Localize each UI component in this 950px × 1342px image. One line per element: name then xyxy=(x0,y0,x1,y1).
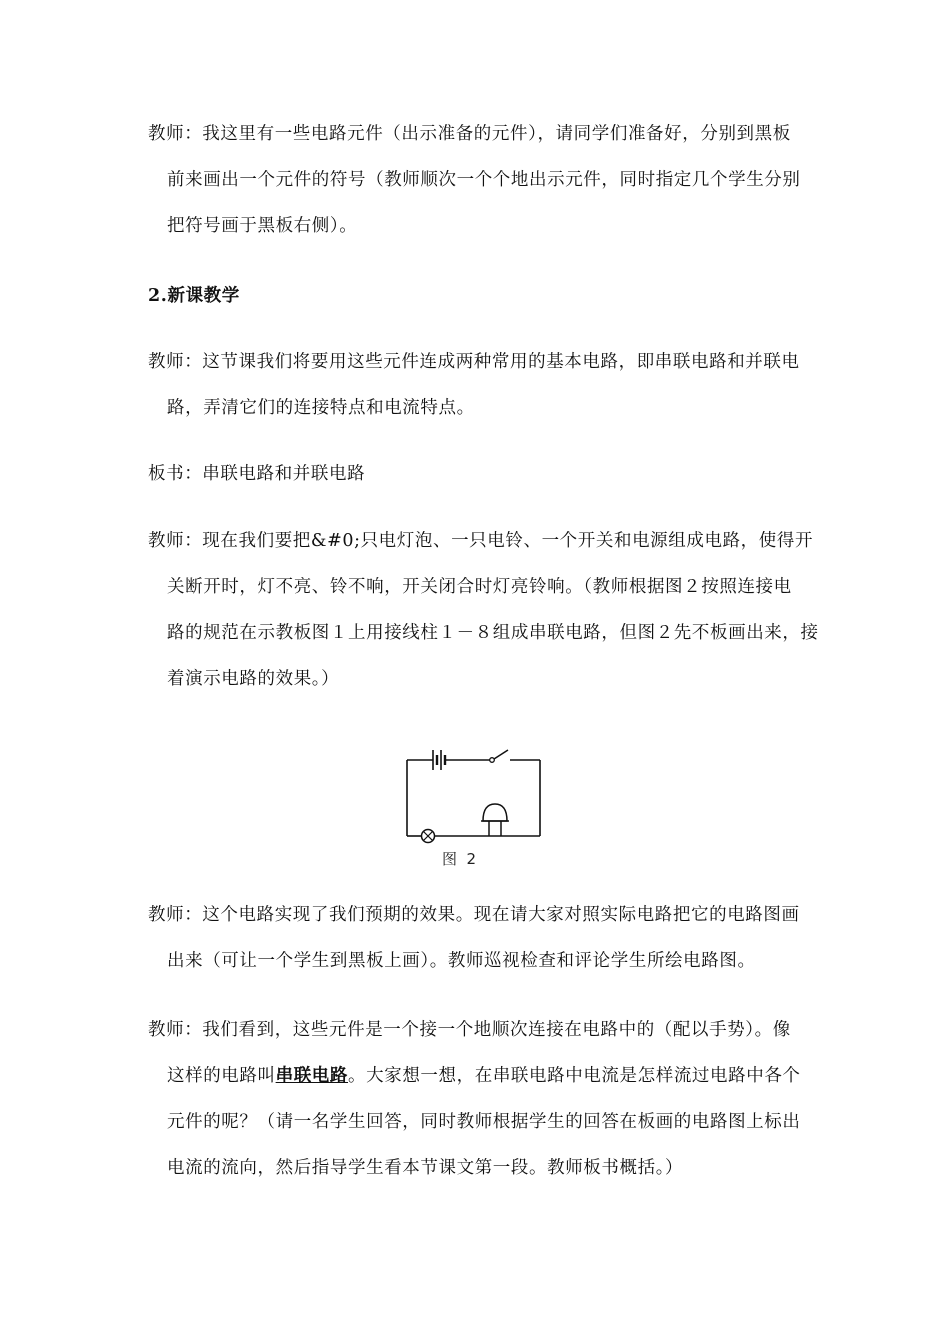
text-line: 着演示电路的效果。） xyxy=(167,669,340,689)
paragraph-lesson-goal xyxy=(148,339,848,431)
text-line: 电流的流向，然后指导学生看本节课文第一段。教师板书概括。） xyxy=(167,1158,684,1178)
text-line: 教师：这个电路实现了我们预期的效果。现在请大家对照实际电路把它的电路图画 xyxy=(148,905,800,925)
text-line: 元件的呢？（请一名学生回答，同时教师根据学生的回答在板画的电路图上标出 xyxy=(167,1112,801,1132)
text-line: 出来（可让一个学生到黑板上画）。教师巡视检查和评论学生所绘电路图。 xyxy=(167,951,756,971)
text-line: 关断开时，灯不亮、铃不响，开关闭合时灯亮铃响。（教师根据图２按照连接电 xyxy=(167,577,792,597)
text-segment: 这样的电路叫 xyxy=(167,1066,276,1086)
figure-caption: 图 2 xyxy=(442,850,477,868)
text-line: 前来画出一个元件的符号（教师顺次一个个地出示元件，同时指定几个学生分别 xyxy=(167,170,801,190)
text-line: 教师：我们看到，这些元件是一个接一个地顺次连接在电路中的（配以手势）。像 xyxy=(148,1020,791,1040)
lamp-icon xyxy=(422,830,435,843)
paragraph-board-note xyxy=(148,451,848,497)
text-line: 教师：现在我们要把&#0;只电灯泡、一只电铃、一个开关和电源组成电路，使得开 xyxy=(148,531,814,551)
series-circuit-diagram xyxy=(400,744,550,874)
paragraph-teacher-intro xyxy=(148,111,848,249)
paragraph-draw-diagram xyxy=(148,892,848,984)
switch-icon xyxy=(490,750,508,762)
bell-icon xyxy=(481,804,509,836)
text-line: 教师：这节课我们将要用这些元件连成两种常用的基本电路，即串联电路和并联电 xyxy=(148,352,800,372)
text-line: 路，弄清它们的连接特点和电流特点。 xyxy=(167,398,475,418)
text-line: 路的规范在示教板图１上用接线柱１－８组成串联电路，但图２先不板画出来，接 xyxy=(167,623,819,643)
text-line: 板书：串联电路和并联电路 xyxy=(148,464,366,484)
text-line: 教师：我这里有一些电路元件（出示准备的元件），请同学们准备好，分别到黑板 xyxy=(148,124,791,144)
text-line xyxy=(148,1053,848,1099)
paragraph-demo-circuit xyxy=(148,518,848,702)
battery-icon xyxy=(433,750,445,770)
circuit-diagram-figure xyxy=(400,744,550,874)
text-segment: 。大家想一想，在串联电路中电流是怎样流过电路中各个 xyxy=(348,1066,801,1086)
key-term-series-circuit: 串联电路 xyxy=(275,1066,349,1086)
section-heading: 2.新课教学 xyxy=(148,286,240,306)
paragraph-series-definition xyxy=(148,1007,848,1191)
text-line: 把符号画于黑板右侧）。 xyxy=(167,216,358,236)
